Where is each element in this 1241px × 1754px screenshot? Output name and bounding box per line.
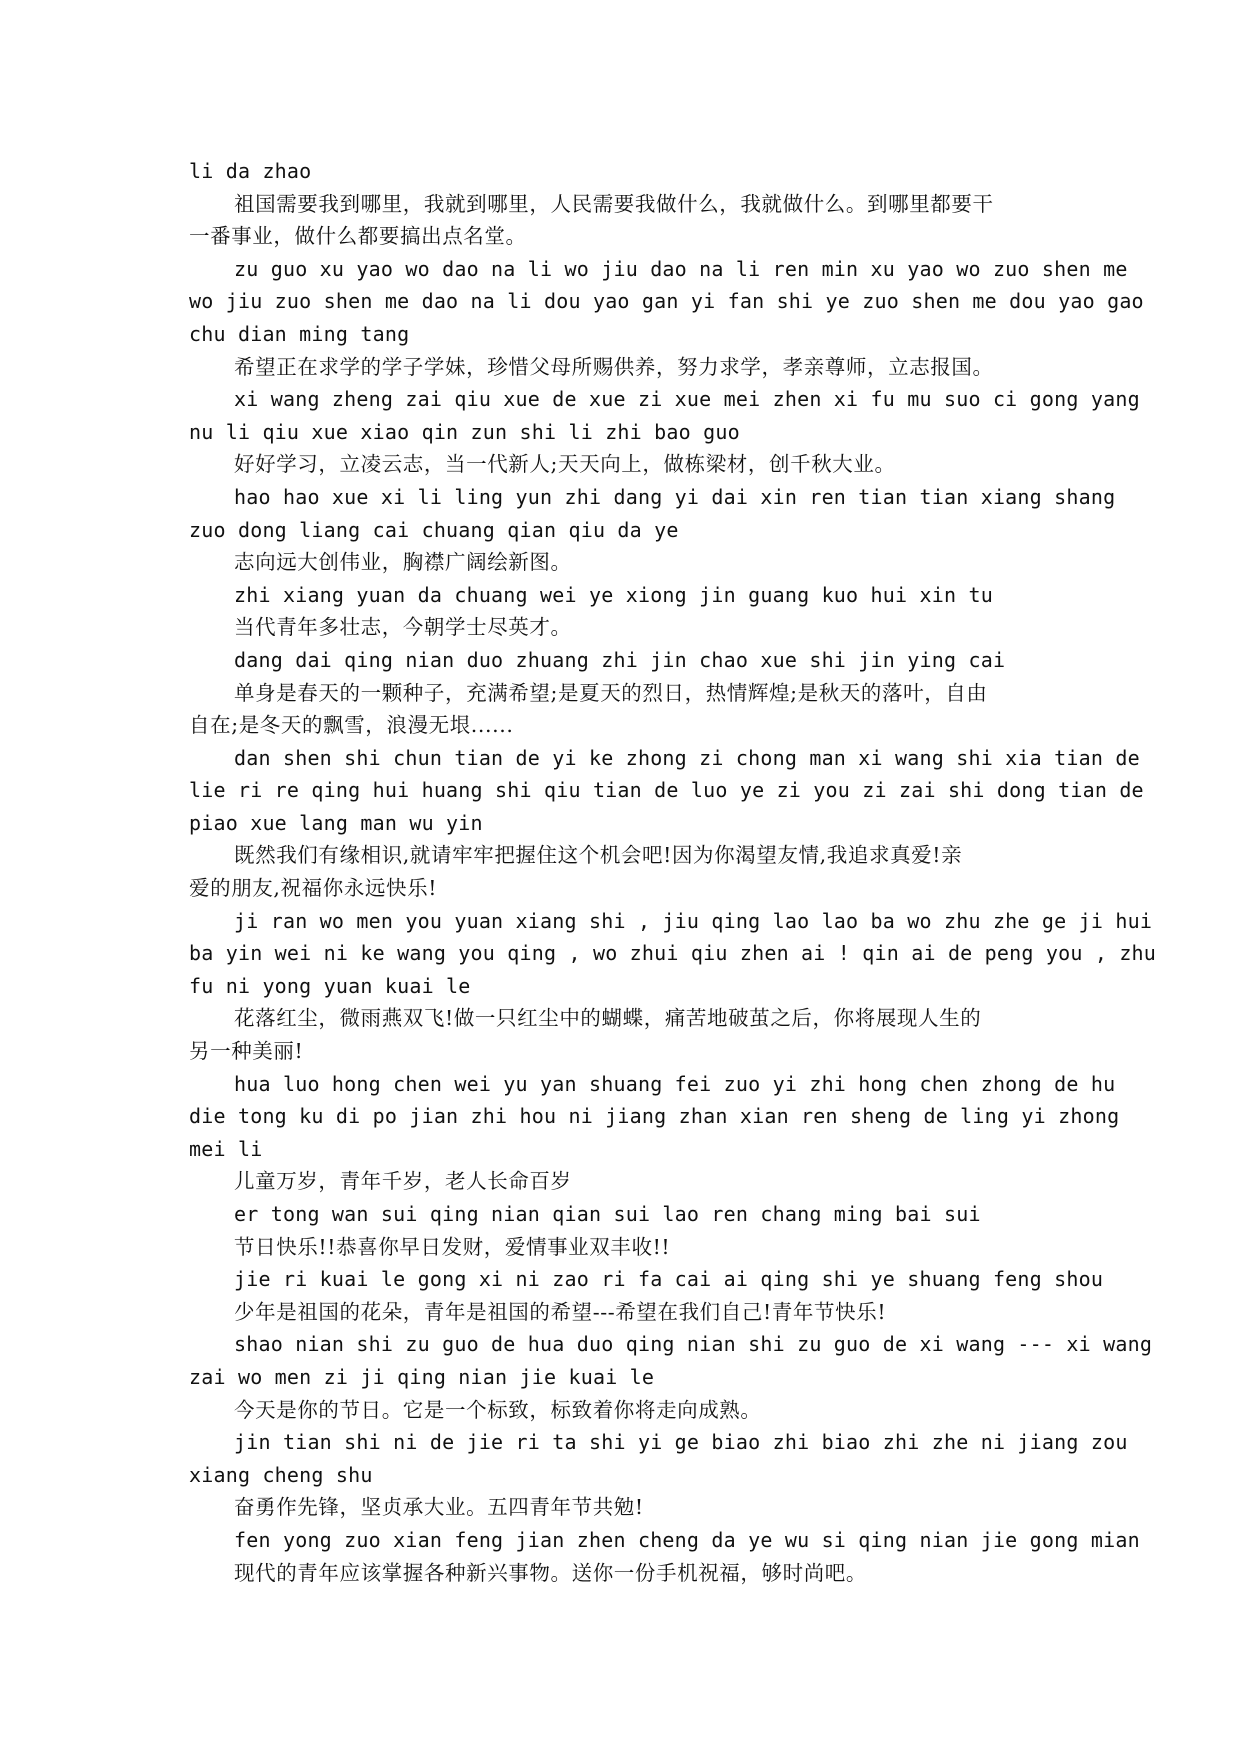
chinese-text-line: 今天是你的节日。它是一个标致，标致着你将走向成熟。 [234, 1397, 762, 1422]
pinyin-text-line: dang dai qing nian duo zhuang zhi jin chao xue shi jin ying cai [234, 647, 1006, 672]
chinese-text-line: 祖国需要我到哪里，我就到哪里，人民需要我做什么，我就做什么。到哪里都要干 [234, 191, 994, 216]
chinese-text-line: 节日快乐!!恭喜你早日发财，爱情事业双丰收!! [234, 1234, 671, 1259]
chinese-text-line: 当代青年多壮志，今朝学士尽英才。 [234, 615, 572, 640]
pinyin-text-line: hao hao xue xi li ling yun zhi dang yi dai xin ren tian tian xiang shang [234, 484, 1116, 509]
pinyin-text-line: chu dian ming tang [189, 321, 410, 346]
chinese-text-line: 儿童万岁，青年千岁，老人长命百岁 [234, 1169, 572, 1194]
chinese-text-line: 一番事业，做什么都要搞出点名堂。 [189, 224, 527, 249]
pinyin-text-line: ba yin wei ni ke wang you qing , wo zhui qiu zhen ai ! qin ai de peng you , zhu [189, 941, 1157, 966]
pinyin-text-line: xi wang zheng zai qiu xue de xue zi xue mei zhen xi fu mu suo ci gong yang [234, 387, 1140, 412]
pinyin-text-line: piao xue lang man wu yin [189, 810, 483, 835]
chinese-text-line: 爱的朋友,祝福你永远快乐! [189, 876, 438, 901]
chinese-text-line: 既然我们有缘相识,就请牢牢把握住这个机会吧!因为你渴望友情,我追求真爱!亲 [234, 843, 963, 868]
pinyin-text-line: ji ran wo men you yuan xiang shi , jiu qing lao lao ba wo zhu zhe ge ji hui [234, 908, 1153, 933]
pinyin-text-line: wo jiu zuo shen me dao na li dou yao gan yi fan shi ye zuo shen me dou yao gao [189, 289, 1144, 314]
document-body [189, 155, 1157, 1589]
chinese-text-line: 另一种美丽! [189, 1039, 304, 1064]
pinyin-text-line: shao nian shi zu guo de hua duo qing nian shi zu guo de xi wang --- xi wang [234, 1332, 1153, 1357]
pinyin-text-line: fu ni yong yuan kuai le [189, 973, 471, 998]
chinese-text-line: 花落红尘，微雨燕双飞!做一只红尘中的蝴蝶，痛苦地破茧之后，你将展现人生的 [234, 1006, 982, 1031]
pinyin-text-line: jie ri kuai le gong xi ni zao ri fa cai ai qing shi ye shuang feng shou [234, 1267, 1104, 1292]
chinese-text-line: 奋勇作先锋，坚贞承大业。五四青年节共勉! [234, 1495, 644, 1520]
pinyin-text-line: zai wo men zi ji qing nian jie kuai le [189, 1364, 655, 1389]
pinyin-text-line: zhi xiang yuan da chuang wei ye xiong jin guang kuo hui xin tu [234, 582, 993, 607]
pinyin-text-line: lie ri re qing hui huang shi qiu tian de luo ye zi you zi zai shi dong tian de [189, 778, 1144, 803]
pinyin-text-line: er tong wan sui qing nian qian sui lao ren chang ming bai sui [234, 1202, 981, 1226]
chinese-text-line: 单身是春天的一颗种子，充满希望;是夏天的烈日，热情辉煌;是秋天的落叶，自由 [234, 680, 988, 705]
chinese-text-line: 好好学习，立凌云志，当一代新人;天天向上，做栋梁材，创千秋大业。 [234, 452, 896, 477]
pinyin-text-line: zu guo xu yao wo dao na li wo jiu dao na li ren min xu yao wo zuo shen me [234, 256, 1128, 281]
pinyin-text-line: xiang cheng shu [189, 1462, 373, 1487]
pinyin-text-line: jin tian shi ni de jie ri ta shi yi ge biao zhi biao zhi zhe ni jiang zou [234, 1430, 1128, 1455]
pinyin-text-line: fen yong zuo xian feng jian zhen cheng da ye wu si qing nian jie gong mian [234, 1527, 1140, 1552]
pinyin-text-line: dan shen shi chun tian de yi ke zhong zi chong man xi wang shi xia tian de [234, 745, 1140, 770]
pinyin-text-line: hua luo hong chen wei yu yan shuang fei zuo yi zhi hong chen zhong de hu [234, 1071, 1116, 1096]
chinese-text-line: 志向远大创伟业，胸襟广阔绘新图。 [234, 550, 572, 575]
chinese-text-line: 少年是祖国的花朵，青年是祖国的希望---希望在我们自己!青年节快乐! [234, 1299, 887, 1324]
chinese-text-line: 希望正在求学的学子学妹，珍惜父母所赐供养，努力求学，孝亲尊师，立志报国。 [234, 354, 994, 379]
pinyin-text-line: die tong ku di po jian zhi hou ni jiang zhan xian ren sheng de ling yi zhong [189, 1104, 1120, 1129]
pinyin-text-line: nu li qiu xue xiao qin zun shi li zhi bao guo [189, 419, 740, 444]
chinese-text-line: 现代的青年应该掌握各种新兴事物。送你一份手机祝福，够时尚吧。 [234, 1560, 867, 1585]
chinese-text-line: 自在;是冬天的飘雪，浪漫无垠...... [189, 713, 514, 738]
pinyin-text-line: li da zhao [189, 159, 312, 183]
pinyin-text-line: zuo dong liang cai chuang qian qiu da ye [189, 517, 679, 542]
pinyin-text-line: mei li [189, 1136, 263, 1161]
